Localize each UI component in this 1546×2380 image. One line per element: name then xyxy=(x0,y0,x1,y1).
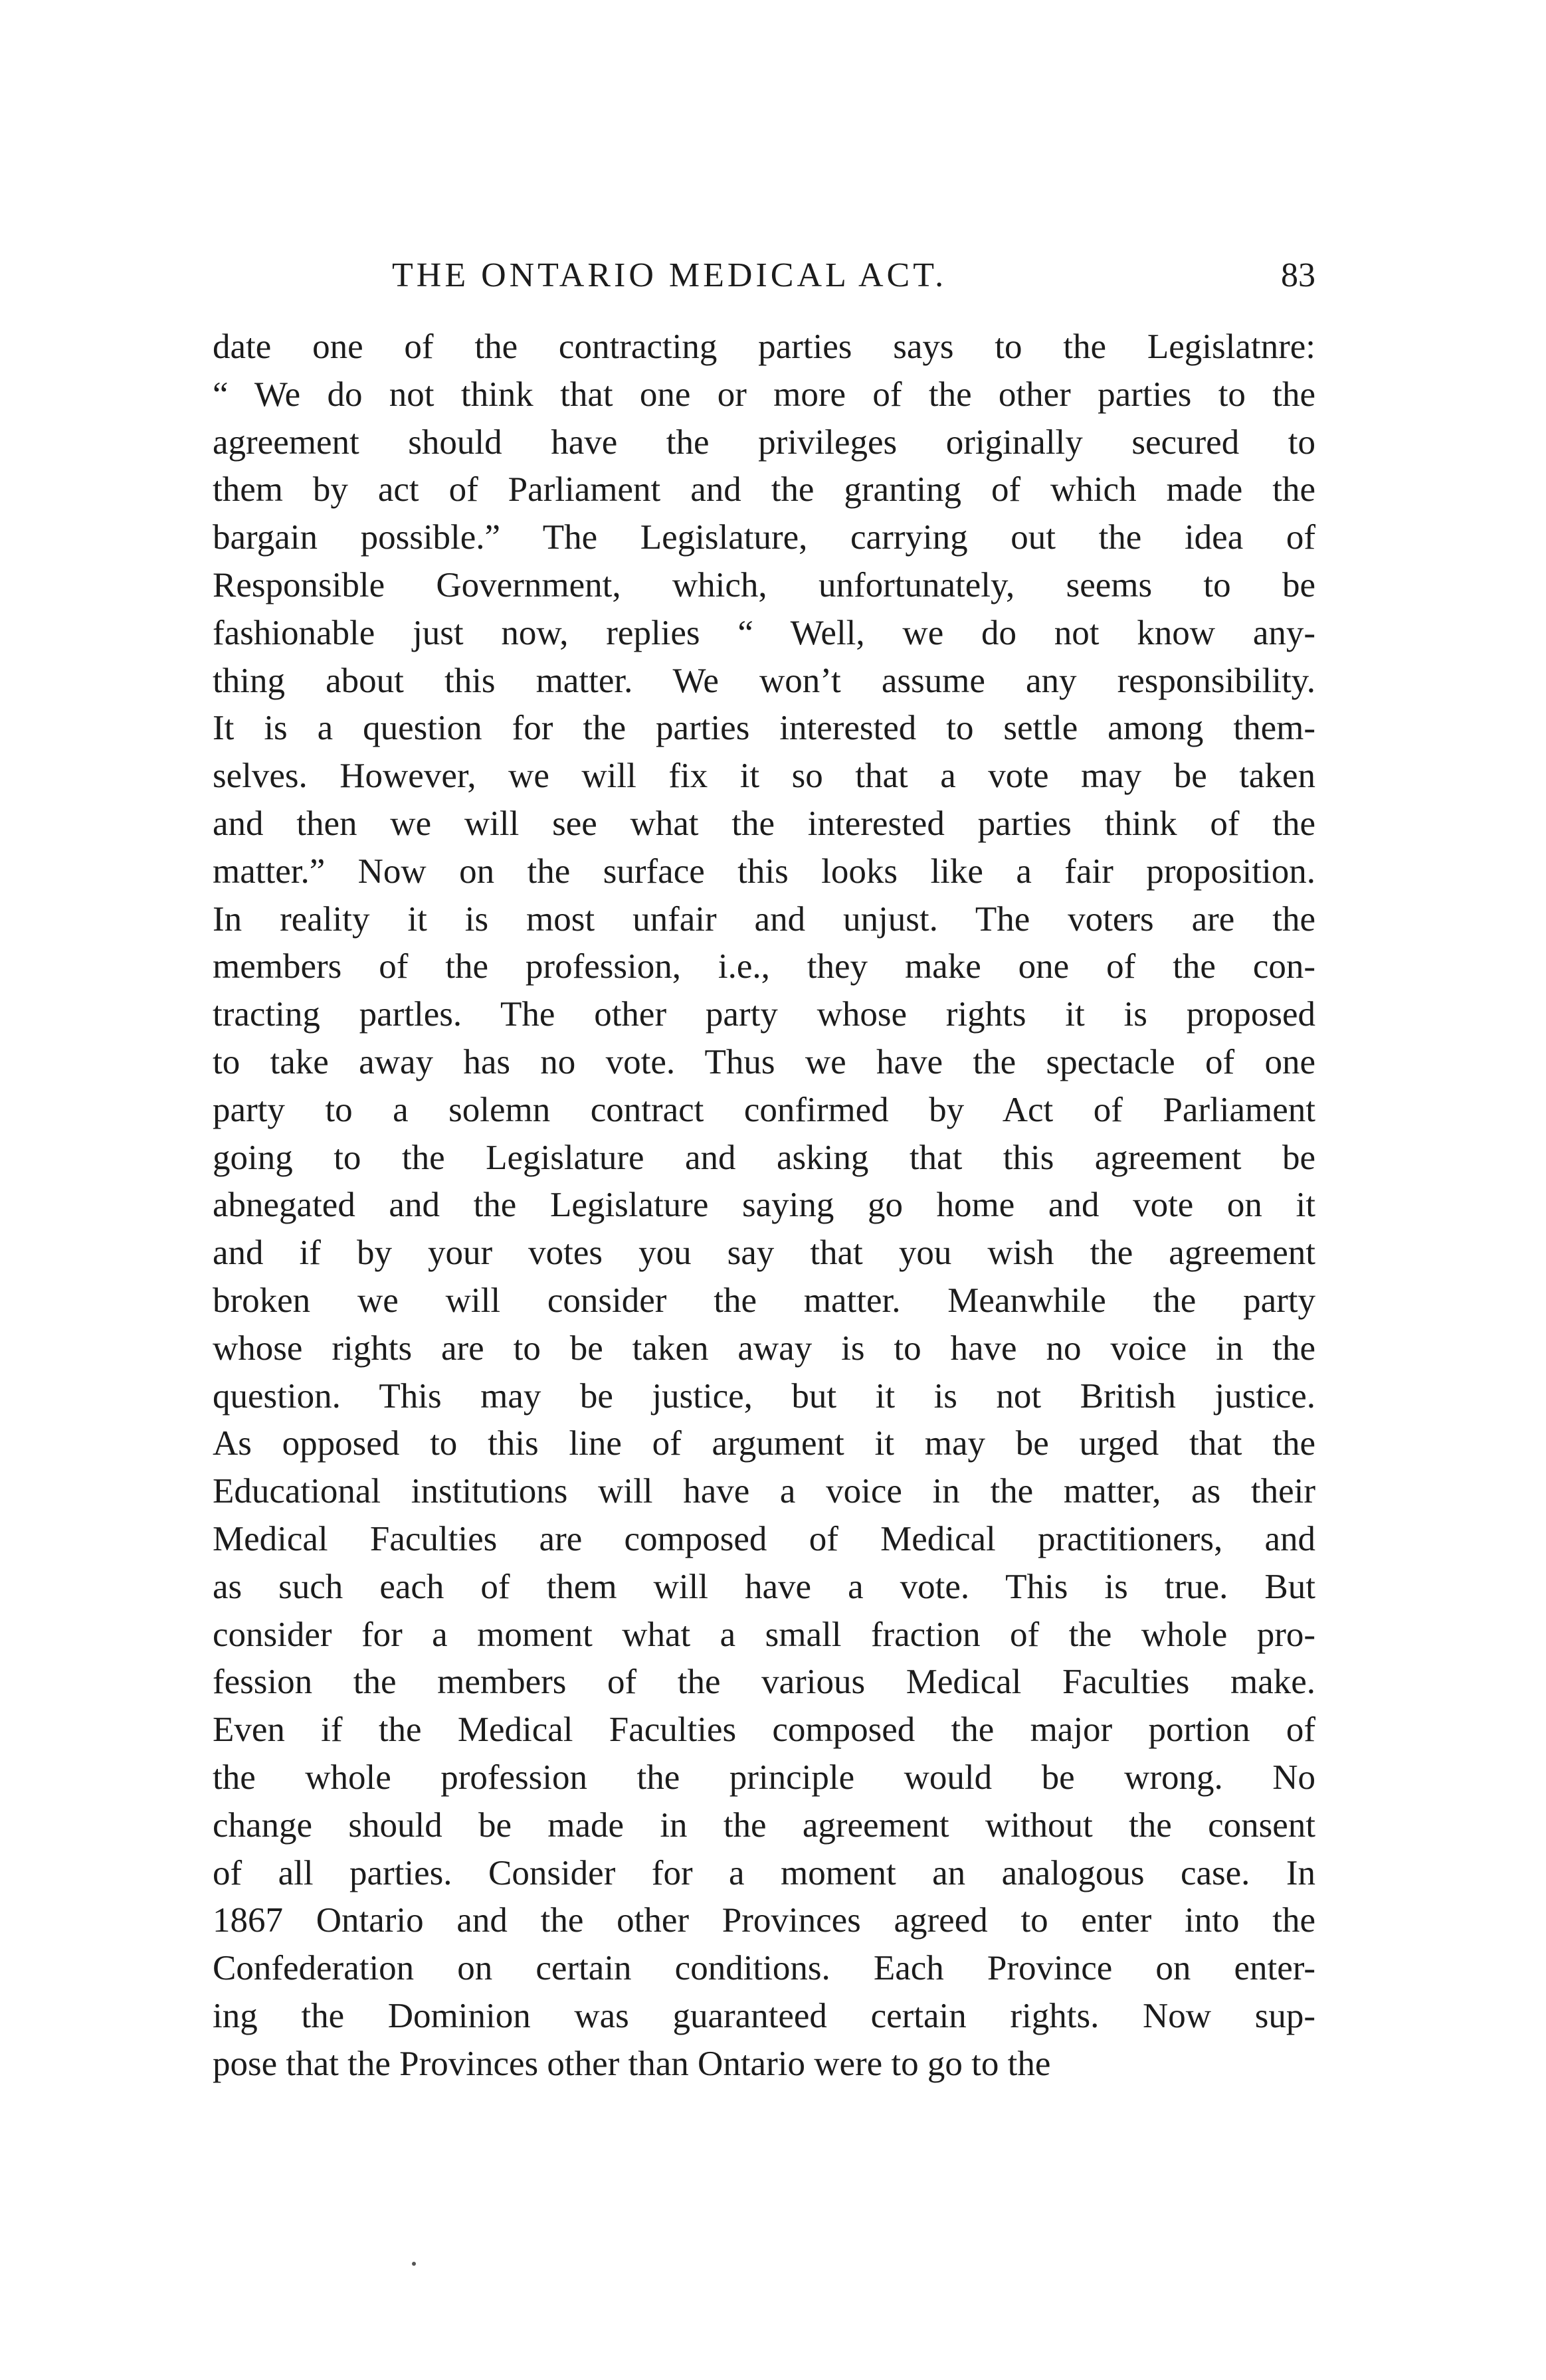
text-line: date one of the contracting parties says to the Legislatnre: xyxy=(213,327,1315,366)
text-line: question. This may be justice, but it is not British justice. xyxy=(213,1376,1315,1416)
text-line: agreement should have the privileges originally secured to xyxy=(213,422,1315,462)
text-line: 1867 Ontario and the other Provinces agreed to enter into the xyxy=(213,1901,1315,1940)
text-line: matter.” Now on the surface this looks like a fair proposition. xyxy=(213,852,1315,891)
text-line: Educational institutions will have a voice in the matter, as their xyxy=(213,1472,1315,1511)
text-line: Responsible Government, which, unfortunately, seems to be xyxy=(213,565,1315,604)
text-line: them by act of Parliament and the granting of which made the xyxy=(213,470,1315,509)
text-line: abnegated and the Legislature saying go home and vote on it xyxy=(213,1186,1315,1225)
text-line: pose that the Provinces other than Ontario were to go to the xyxy=(213,2044,1051,2083)
text-line: consider for a moment what a small fraction of the whole pro- xyxy=(213,1615,1315,1654)
text-line: of all parties. Consider for a moment an analogous case. In xyxy=(213,1853,1315,1892)
print-speck xyxy=(412,2262,416,2266)
running-head xyxy=(213,256,1315,302)
page-number: 83 xyxy=(1281,256,1315,294)
text-line: as such each of them will have a vote. This is true. But xyxy=(213,1567,1315,1606)
text-line: Even if the Medical Faculties composed the major portion of xyxy=(213,1710,1315,1750)
text-line: bargain possible.” The Legislature, carrying out the idea of xyxy=(213,518,1315,557)
text-line: As opposed to this line of argument it may be urged that the xyxy=(213,1424,1315,1463)
text-line: It is a question for the parties interested to settle among them- xyxy=(213,709,1315,748)
text-line: fashionable just now, replies “ Well, we do not know any- xyxy=(213,613,1315,652)
text-line: change should be made in the agreement without the consent xyxy=(213,1805,1315,1845)
text-line: going to the Legislature and asking that this agreement be xyxy=(213,1138,1315,1177)
text-line: Medical Faculties are composed of Medical practitioners, and xyxy=(213,1519,1315,1558)
text-line: party to a solemn contract confirmed by Act of Parliament xyxy=(213,1090,1315,1129)
text-line: thing about this matter. We won’t assume any responsibility. xyxy=(213,661,1315,700)
text-line: fession the members of the various Medical Faculties make. xyxy=(213,1663,1315,1702)
text-line: selves. However, we will fix it so that a vote may be taken xyxy=(213,757,1315,796)
text-line: In reality it is most unfair and unjust. The voters are the xyxy=(213,899,1315,939)
text-line: whose rights are to be taken away is to have no voice in the xyxy=(213,1328,1315,1368)
text-line: tracting partles. The other party whose rights it is proposed xyxy=(213,995,1315,1034)
text-line: Confederation on certain conditions. Each Province on enter- xyxy=(213,1949,1315,1988)
body-text xyxy=(213,323,1315,2088)
text-line: and if by your votes you say that you wish the agreement xyxy=(213,1234,1315,1273)
text-line: to take away has no vote. Thus we have the spectacle of one xyxy=(213,1042,1315,1081)
text-line: broken we will consider the matter. Meanwhile the party xyxy=(213,1281,1315,1320)
running-title: THE ONTARIO MEDICAL ACT. xyxy=(392,256,947,294)
text-line: the whole profession the principle would be wrong. No xyxy=(213,1758,1315,1797)
text-line: ing the Dominion was guaranteed certain rights. Now sup- xyxy=(213,1996,1315,2035)
text-line: members of the profession, i.e., they make one of the con- xyxy=(213,947,1315,986)
text-line: “ We do not think that one or more of the other parties to the xyxy=(213,375,1315,414)
text-line: and then we will see what the interested parties think of the xyxy=(213,804,1315,843)
